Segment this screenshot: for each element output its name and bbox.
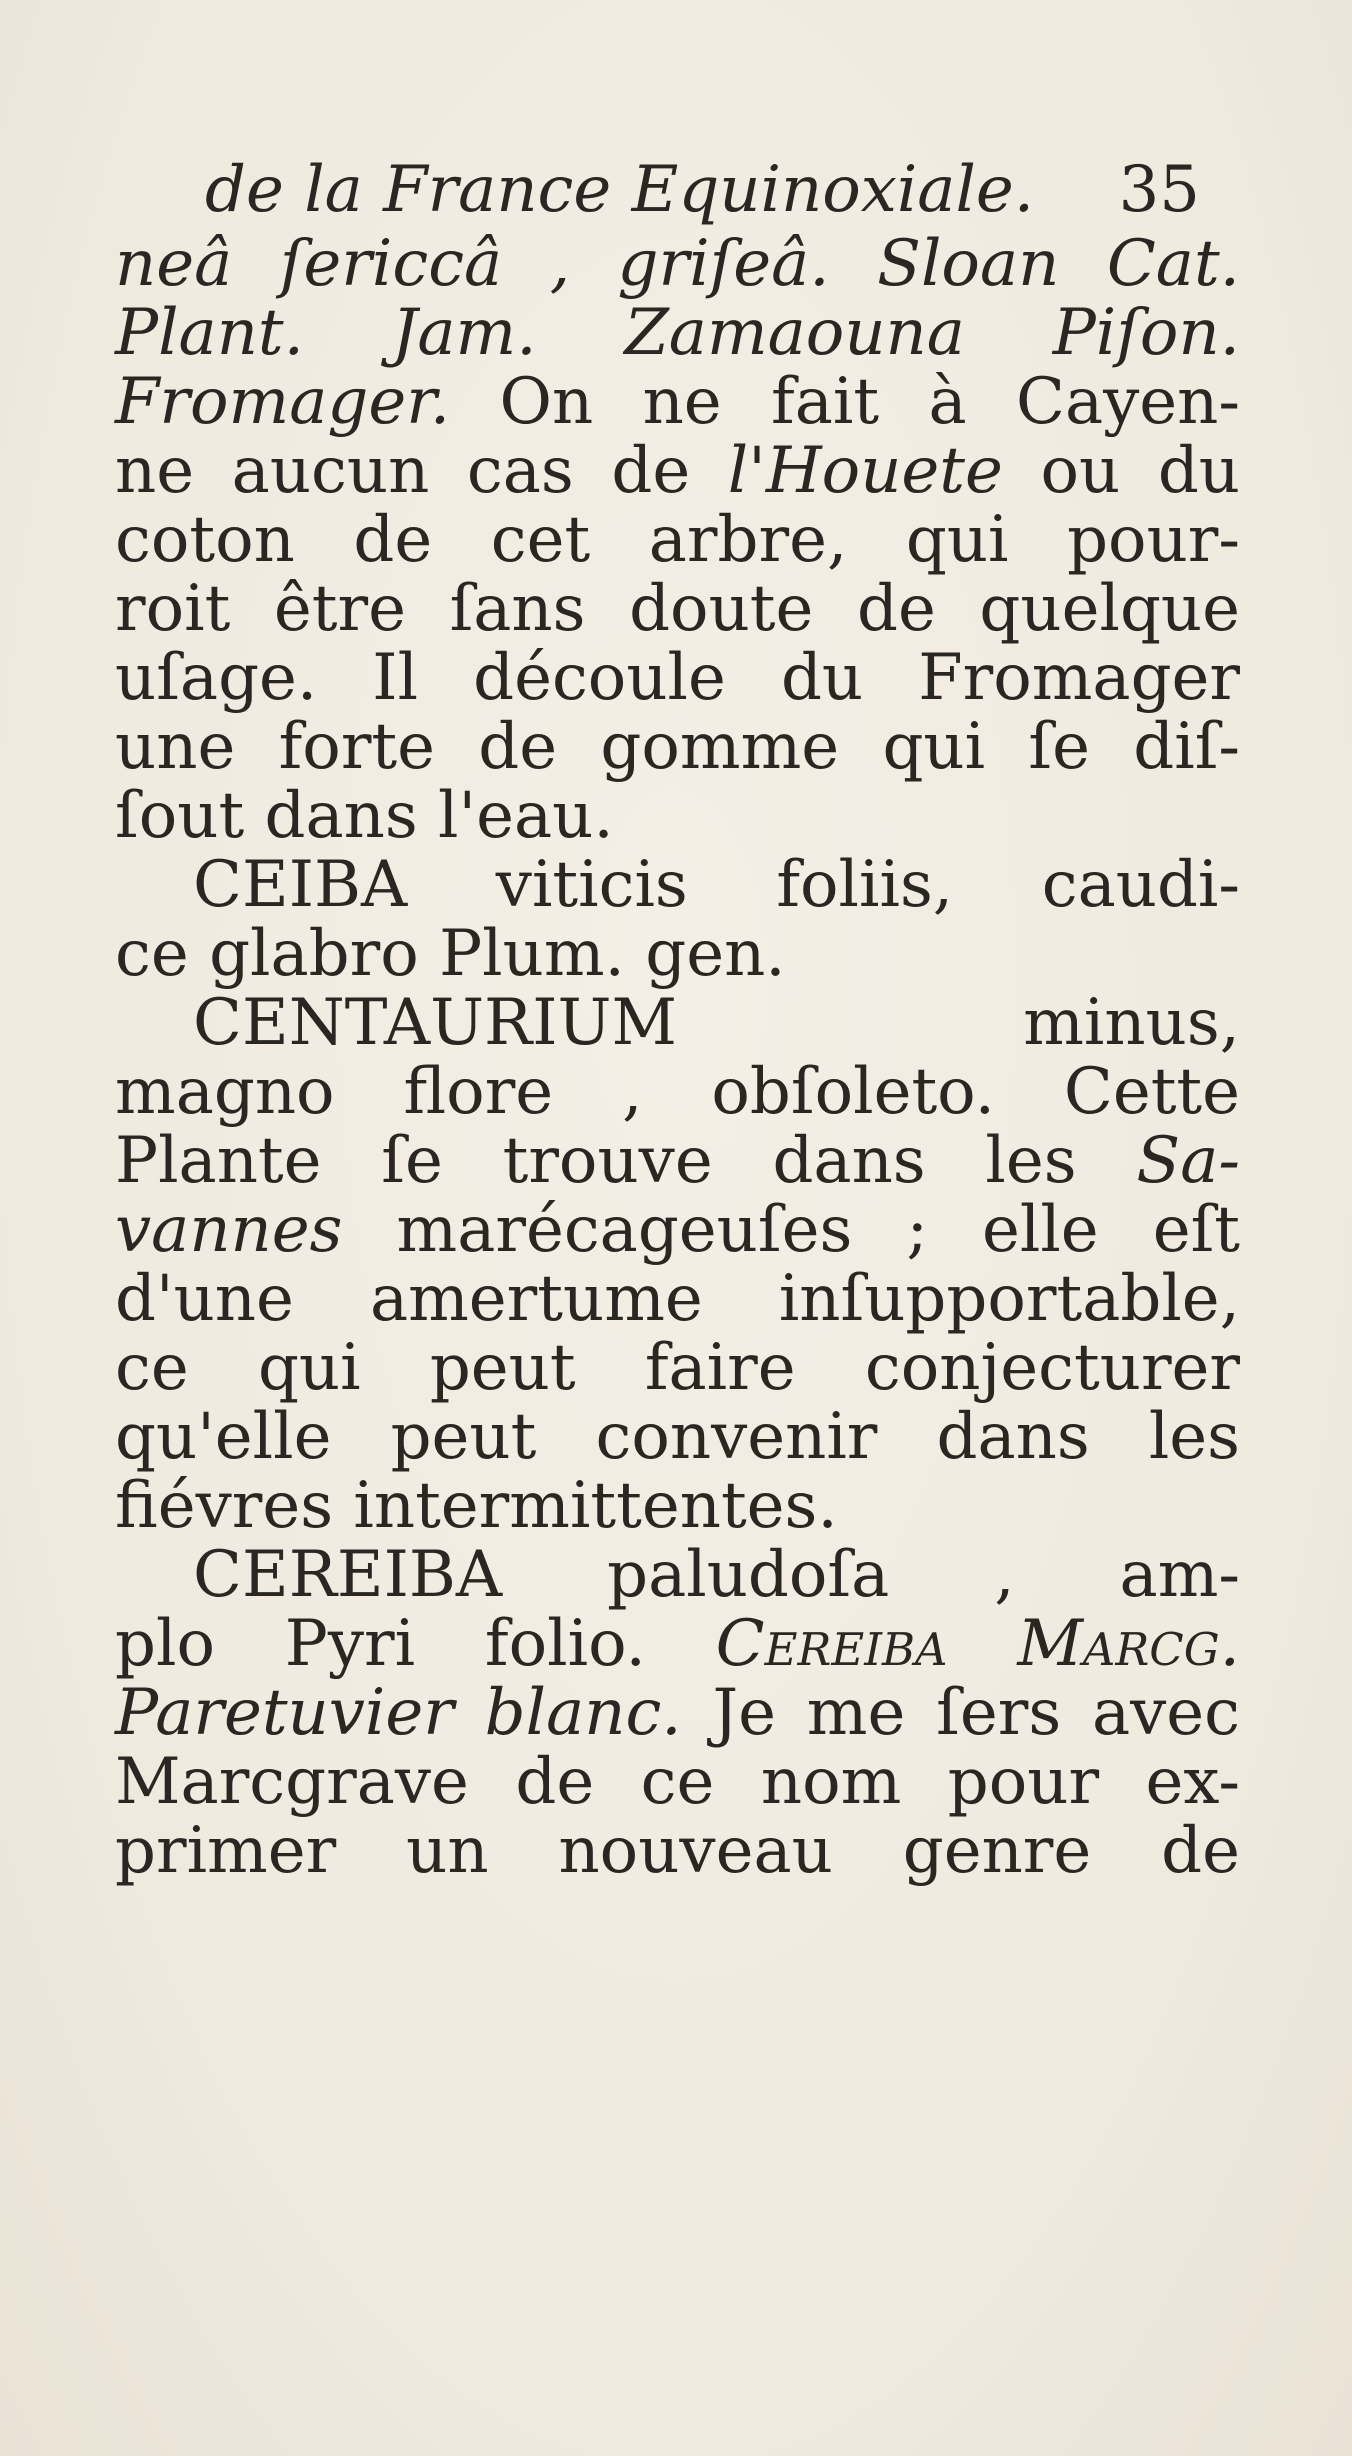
text-line	[115, 1607, 1240, 1681]
text-line	[115, 503, 1240, 577]
text-line	[115, 1745, 1240, 1819]
text-span: d'une amertume inſupportable,	[115, 1262, 1240, 1336]
body-text	[115, 227, 1241, 1888]
text-line	[115, 1469, 1240, 1543]
text-span: CEREIBA paludoſa , am-	[193, 1538, 1240, 1612]
text-span: On ne fait à Cayen-	[450, 365, 1240, 439]
text-span: l'Houete	[727, 434, 1003, 508]
text-line	[115, 1676, 1241, 1750]
text-span: coton de cet arbre, qui pour-	[115, 503, 1240, 577]
text-line	[115, 917, 1240, 991]
text-span: roit être ſans doute de quelque	[115, 572, 1240, 646]
text-line	[115, 434, 1241, 508]
text-span: ne aucun cas de	[115, 434, 728, 508]
text-span: Je me ſers avec	[681, 1676, 1241, 1750]
page-number: 35	[1118, 153, 1200, 227]
running-header	[115, 150, 1240, 230]
text-line	[115, 1538, 1240, 1612]
text-span: ce qui peut faire conjecturer	[115, 1331, 1240, 1405]
text-span: marécageuſes ; elle eſt	[342, 1193, 1240, 1267]
text-line	[115, 641, 1240, 715]
text-line	[115, 365, 1240, 439]
text-line	[115, 572, 1240, 646]
text-span: vannes	[115, 1193, 343, 1267]
text-span: primer un nouveau genre de	[115, 1814, 1240, 1888]
text-span: uſage. Il découle du Fromager	[115, 641, 1240, 715]
text-span: magno flore , obſoleto. Cette	[115, 1055, 1240, 1129]
text-span: Sa-	[1136, 1124, 1240, 1198]
text-span: ſout dans l'eau.	[115, 779, 614, 853]
running-title: de la France Equinoxiale.	[205, 153, 1035, 227]
text-span: Cereiba Marcg.	[715, 1607, 1240, 1681]
text-span: Plant. Jam. Zamaouna Piſon.	[115, 296, 1240, 370]
text-span: ou du	[1002, 434, 1241, 508]
text-line	[115, 986, 1240, 1060]
text-line	[115, 1814, 1240, 1888]
text-line	[115, 1400, 1240, 1474]
text-line	[115, 296, 1240, 370]
text-span: ce glabro Plum. gen.	[115, 917, 786, 991]
text-span: CENTAURIUM minus,	[193, 986, 1240, 1060]
text-span: Fromager.	[115, 365, 451, 439]
text-span: fiévres intermittentes.	[115, 1469, 838, 1543]
text-line	[115, 848, 1240, 922]
text-span: une forte de gomme qui ſe diſ-	[115, 710, 1240, 784]
text-line	[115, 1331, 1240, 1405]
text-line	[115, 779, 1240, 853]
text-span: Paretuvier blanc.	[115, 1676, 682, 1750]
text-span: neâ ſericcâ , griſeâ. Sloan Cat.	[115, 227, 1240, 301]
text-line	[115, 227, 1240, 301]
text-span: CEIBA viticis foliis, caudi-	[193, 848, 1240, 922]
text-span: Plante ſe trouve dans les	[115, 1124, 1137, 1198]
text-span: Marcgrave de ce nom pour ex-	[115, 1745, 1240, 1819]
page-text	[115, 150, 1240, 1886]
text-line	[115, 1055, 1240, 1129]
text-span: qu'elle peut convenir dans les	[115, 1400, 1240, 1474]
text-line	[115, 1262, 1240, 1336]
text-line	[115, 1193, 1240, 1267]
text-line	[115, 710, 1240, 784]
text-line	[115, 1124, 1240, 1198]
text-span: plo Pyri folio.	[115, 1607, 716, 1681]
